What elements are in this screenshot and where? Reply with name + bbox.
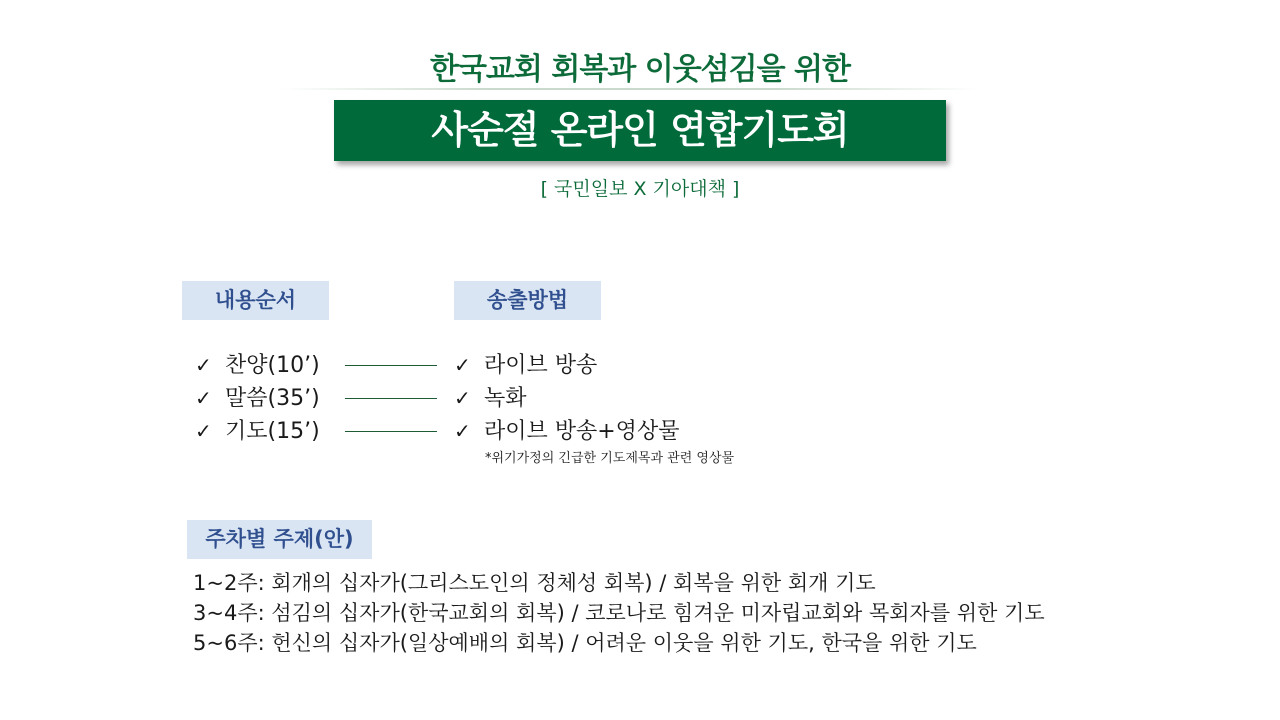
connector-line (345, 365, 437, 366)
connector-line (345, 431, 437, 432)
event-subtitle: 한국교회 회복과 이웃섬김을 위한 (429, 52, 851, 87)
check-icon: ✓ (195, 419, 212, 443)
check-icon: ✓ (454, 353, 471, 377)
check-icon: ✓ (195, 386, 212, 410)
check-icon: ✓ (195, 353, 212, 377)
topic-section-label: 주차별 주제(안) (187, 520, 372, 559)
connector-line (345, 398, 437, 399)
order-item-label: 찬양(10’) (225, 353, 320, 378)
weekly-theme-item: 1~2주: 회개의 십자가(그리스도인의 정체성 회복) / 회복을 위한 회개 기도 (193, 571, 876, 595)
method-item (454, 381, 527, 412)
header-divider (280, 88, 980, 90)
method-item-label: 녹화 (484, 386, 527, 411)
method-item-label: 라이브 방송+영상물 (484, 419, 680, 444)
order-item-label: 기도(15’) (225, 419, 320, 444)
order-item (195, 414, 320, 445)
method-note: *위기가정의 긴급한 기도제목과 관련 영상물 (485, 451, 735, 466)
order-item-label: 말씀(35’) (225, 386, 320, 411)
order-section-label: 내용순서 (182, 281, 329, 320)
method-item (454, 348, 597, 379)
order-item (195, 348, 320, 379)
weekly-theme-item: 5~6주: 헌신의 십자가(일상예배의 회복) / 어려운 이웃을 위한 기도, 한국을 위한 기도 (193, 631, 977, 655)
partner-line: [ 국민일보 X 기아대책 ] (540, 178, 740, 200)
check-icon: ✓ (454, 419, 471, 443)
check-icon: ✓ (454, 386, 471, 410)
order-item (195, 381, 320, 412)
method-item (454, 414, 679, 445)
event-title: 사순절 온라인 연합기도회 (334, 100, 946, 161)
method-item-label: 라이브 방송 (484, 353, 598, 378)
weekly-theme-item: 3~4주: 섬김의 십자가(한국교회의 회복) / 코로나로 힘겨운 미자립교회와 목회자를 위한 기도 (193, 601, 1045, 625)
method-section-label: 송출방법 (454, 281, 601, 320)
